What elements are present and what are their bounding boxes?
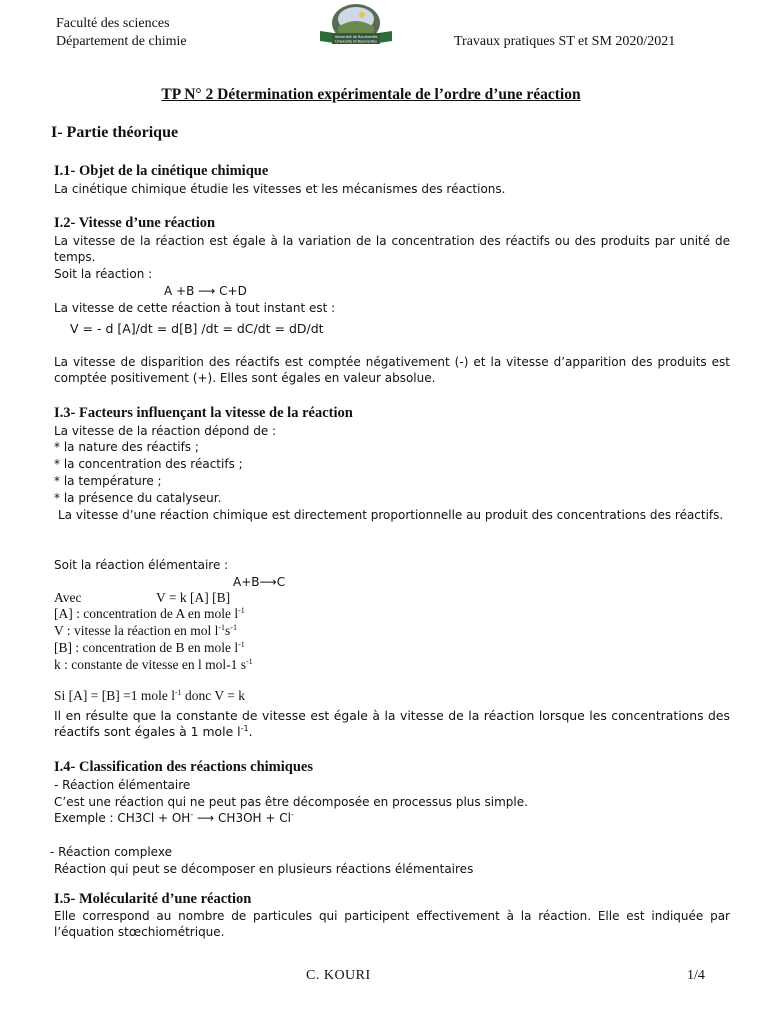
factor-item: * la présence du catalyseur. <box>54 491 222 505</box>
section-1-heading: I.1- Objet de la cinétique chimique <box>54 163 269 179</box>
factor-item: * la concentration des réactifs ; <box>54 457 243 471</box>
elementary-intro: Soit la réaction élémentaire : <box>54 558 229 572</box>
rate-equation: V = - d [A]/dt = d[B] /dt = dC/dt = dD/dt <box>70 321 324 336</box>
elementary-definition: C’est une réaction qui ne peut pas être décomposée en processus plus simple. <box>54 795 528 809</box>
def-concentration-b: [B] : concentration de B en mole $l^{-1}$ <box>54 640 245 655</box>
def-rate: V : vitesse la réaction en mol $l^{-1}s^{-1}$ <box>54 623 237 638</box>
proportionality-text: La vitesse d’une réaction chimique est directement proportionnelle au produit des concentrations des réactifs. <box>58 508 724 522</box>
course-label: Travaux pratiques ST et SM 2020/2021 <box>454 34 676 49</box>
def-concentration-a: [A] : concentration de A en mole $l^{-1}$ <box>54 606 245 621</box>
logo-banner-left <box>320 31 334 43</box>
rate-intro: La vitesse de cette réaction à tout instant est : <box>54 301 336 315</box>
logo-banner-right <box>378 31 392 43</box>
factor-item: * la température ; <box>54 474 162 488</box>
page-number: 1/4 <box>687 968 705 983</box>
faculty-name: Faculté des sciences <box>56 16 170 31</box>
university-logo <box>318 3 394 47</box>
department-name: Département de chimie <box>56 34 187 49</box>
section-5-heading: I.5- Molécularité d’une réaction <box>54 891 252 907</box>
logo-text-2: University of Boumerdes <box>335 39 377 44</box>
section-3-heading: I.3- Facteurs influençant la vitesse de la réaction <box>54 405 353 421</box>
section-2-heading: I.2- Vitesse d’une réaction <box>54 215 216 231</box>
author: C. KOURI <box>306 968 371 983</box>
reaction-intro: Soit la réaction : <box>54 267 153 281</box>
section-1-text: La cinétique chimique étudie les vitesses et les mécanismes des réactions. <box>54 182 506 196</box>
factor-item: * la nature des réactifs ; <box>54 440 199 454</box>
logo-sun <box>359 12 365 18</box>
rate-constant-conclusion: Il en résulte que la constante de vitesse est égale à la vitesse de la réaction lorsque les concentrations des réactifs sont égales à 1 mole $l^{-1}$. <box>54 708 730 739</box>
unit-condition: Si [A] = [B] =1 mole $l^{-1}$ donc V = k <box>54 688 246 703</box>
part-heading: I- Partie théorique <box>51 124 179 141</box>
page-title: TP N° 2 Détermination expérimentale de l’ordre d’une réaction <box>161 86 581 103</box>
avec-label: Avec <box>54 590 82 605</box>
complex-label: - Réaction complexe <box>50 845 172 859</box>
logo-text-1: Université de Boumerdès <box>334 35 378 39</box>
complex-definition: Réaction qui peut se décomposer en plusieurs réactions élémentaires <box>54 862 474 876</box>
factors-intro: La vitesse de la réaction dépond de : <box>54 424 277 438</box>
elementary-equation: A+B⟶C <box>233 575 286 589</box>
molecularity-text: Elle correspond au nombre de particules qui participent effectivement à la réaction. Elle est indiquée par l’équation stœchiométrique. <box>54 909 730 939</box>
reaction-equation: A +B ⟶ C+D <box>164 284 247 298</box>
elementary-label: - Réaction élémentaire <box>54 778 191 792</box>
example-reaction: Exemple : CH3Cl + OH- ⟶ CH3OH + Cl- <box>54 810 294 825</box>
section-2-definition: La vitesse de la réaction est égale à la variation de la concentration des réactifs ou des produits par unité de temps. <box>54 234 730 264</box>
sign-convention: La vitesse de disparition des réactifs est comptée négativement (-) et la vitesse d’apparition des produits est comptée positivement (+). Elles sont égales en valeur absolue. <box>54 355 730 385</box>
def-rate-constant: k : constante de vitesse en l mol-1 $s^{-1}$ <box>54 657 253 672</box>
section-4-heading: I.4- Classification des réactions chimiques <box>54 759 313 775</box>
rate-law: V = k [A] [B] <box>156 590 231 605</box>
